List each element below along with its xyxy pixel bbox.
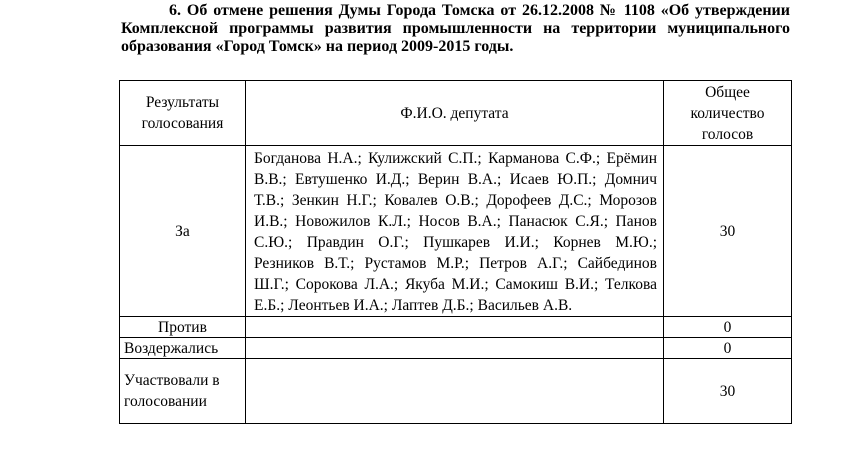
deputy-names — [246, 359, 664, 424]
result-label: Участвовали в голосовании — [120, 359, 246, 424]
vote-count: 0 — [664, 338, 792, 359]
result-label: Против — [120, 317, 246, 338]
deputy-names — [246, 317, 664, 338]
header-voting-results: Результаты голосования — [120, 81, 246, 146]
resolution-heading-text: 6. Об отмене решения Думы Города Томска от 26.12.2008 № 1108 «Об утверждении Комплексной программы развития промышленности на территории муниципального образования «Город Томск» на период 2009-2015 годы. — [121, 2, 790, 55]
deputy-names — [246, 338, 664, 359]
resolution-heading — [121, 2, 790, 56]
table-row — [120, 146, 792, 317]
result-label: Воздержались — [120, 338, 246, 359]
vote-count: 0 — [664, 317, 792, 338]
header-deputy-name: Ф.И.О. депутата — [246, 81, 664, 146]
result-label: За — [120, 146, 246, 317]
table-header-row — [120, 81, 792, 146]
table-row — [120, 338, 792, 359]
vote-count: 30 — [664, 359, 792, 424]
table-row — [120, 359, 792, 424]
voting-results-table — [119, 80, 792, 424]
header-total-votes: Общее количество голосов — [664, 81, 792, 146]
vote-count: 30 — [664, 146, 792, 317]
table-row — [120, 317, 792, 338]
deputy-names: Богданова Н.А.; Кулижский С.П.; Карманова С.Ф.; Ерёмин В.В.; Евтушенко И.Д.; Верин В.А.; Исаев Ю.П.; Домнич Т.В.; Зенкин Н.Г.; Ковалев О.В.; Дорофеев Д.С.; Морозов И.В.; Новожилов К.Л.; Носов В.А.; Панасюк С.Я.; Панов С.Ю.; Правдин О.Г.; Пушкарев И.И.; Корнев М.Ю.; Резников В.Т.; Рустамов М.Р.; Петров А.Г.; Сайбединов Ш.Г.; Сорокова Л.А.; Якуба М.И.; Самокиш В.И.; Телкова Е.Б.; Леонтьев И.А.; Лаптев Д.Б.; Васильев А.В. — [246, 146, 664, 317]
